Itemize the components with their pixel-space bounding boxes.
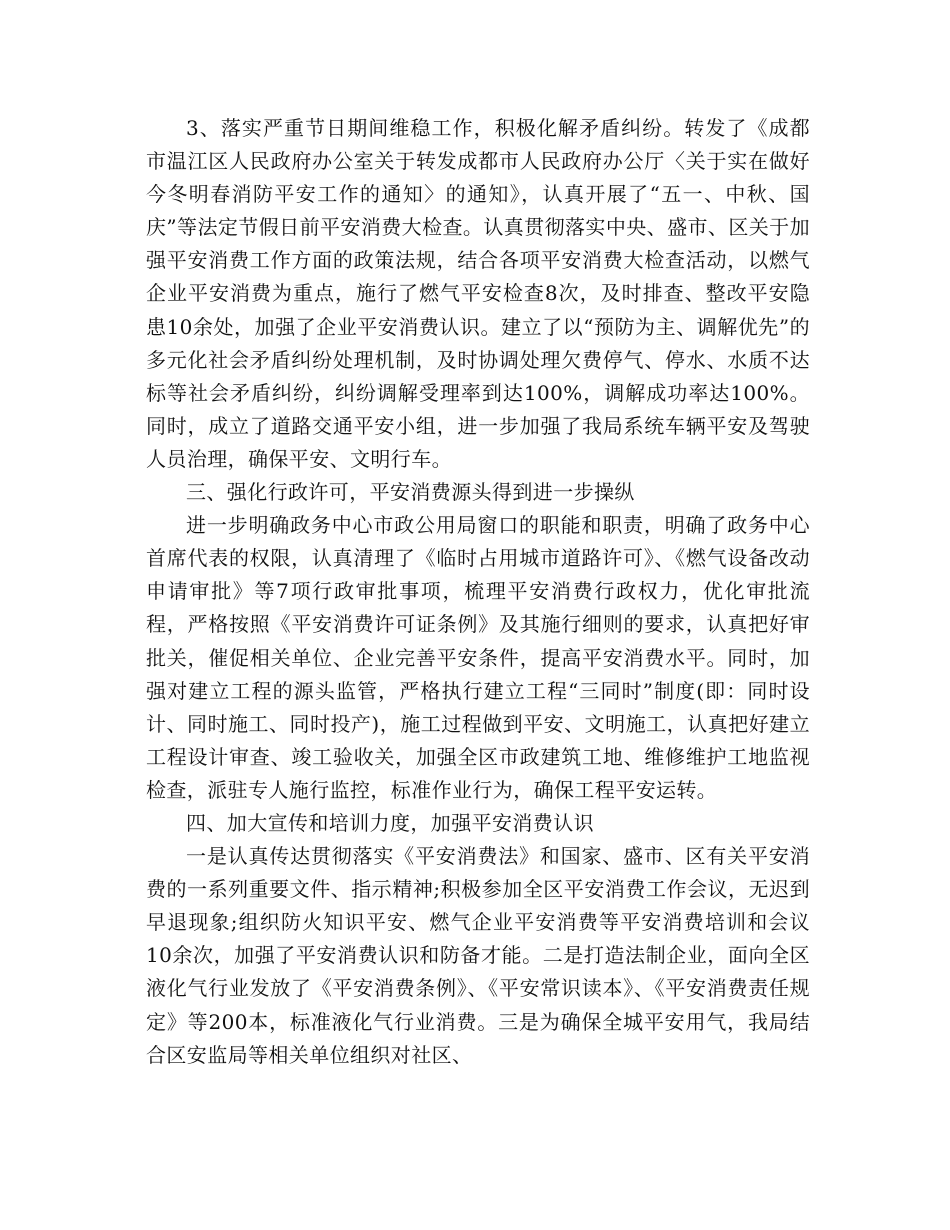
section-heading-administrative-permit: 三、强化行政许可，平安消费源头得到进一步操纵	[186, 480, 635, 505]
paragraph-publicity-training: 一是认真传达贯彻落实《平安消费法》和国家、盛市、区有关平安消费的一系列重要文件、指示精神;积极参加全区平安消费工作会议，无迟到早退现象;组织防火知识平安、燃气企业平安消费等平安消费培训和会议10余次，加强了平安消费认识和防备才能。二是打造法制企业，面向全区液化气行业发放了《平安消费条例》、《平安常识读本》、《平安消费责任规定》等200本，标准液化气行业消费。三是为确保全城平安用气，我局结合区安监局等相关单位组织对社区、	[146, 844, 810, 1067]
paragraph-stability-work: 3、落实严重节日期间维稳工作，积极化解矛盾纠纷。转发了《成都市温江区人民政府办公室关于转发成都市人民政府办公厅〈关于实在做好今冬明春消防平安工作的通知〉的通知》，认真开展了“五一、中秋、国庆”等法定节假日前平安消费大检查。认真贯彻落实中央、盛市、区关于加强平安消费工作方面的政策法规，结合各项平安消费大检查活动，以燃气企业平安消费为重点，施行了燃气平安检查8次，及时排查、整改平安隐患10余处，加强了企业平安消费认识。建立了以“预防为主、调解优先”的多元化社会矛盾纠纷处理机制，及时协调处理欠费停气、停水、水质不达标等社会矛盾纠纷，纠纷调解受理率到达100%，调解成功率达100%。同时，成立了道路交通平安小组，进一步加强了我局系统车辆平安及驾驶人员治理，确保平安、文明行车。	[146, 116, 810, 471]
paragraph-administrative-permit: 进一步明确政务中心市政公用局窗口的职能和职责，明确了政务中心首席代表的权限，认真清理了《临时占用城市道路许可》、《燃气设备改动申请审批》等7项行政审批事项，梳理平安消费行政权力，优化审批流程，严格按照《平安消费许可证条例》及其施行细则的要求，认真把好审批关，催促相关单位、企业完善平安条件，提高平安消费水平。同时，加强对建立工程的源头监管，严格执行建立工程“三同时”制度(即：同时设计、同时施工、同时投产)，施工过程做到平安、文明施工，认真把好建立工程设计审查、竣工验收关，加强全区市政建筑工地、维修维护工地监视检查，派驻专人施行监控，标准作业行为，确保工程平安运转。	[146, 513, 810, 802]
section-heading-publicity-training: 四、加大宣传和培训力度，加强平安消费认识	[186, 810, 594, 835]
document-body	[146, 112, 810, 1072]
